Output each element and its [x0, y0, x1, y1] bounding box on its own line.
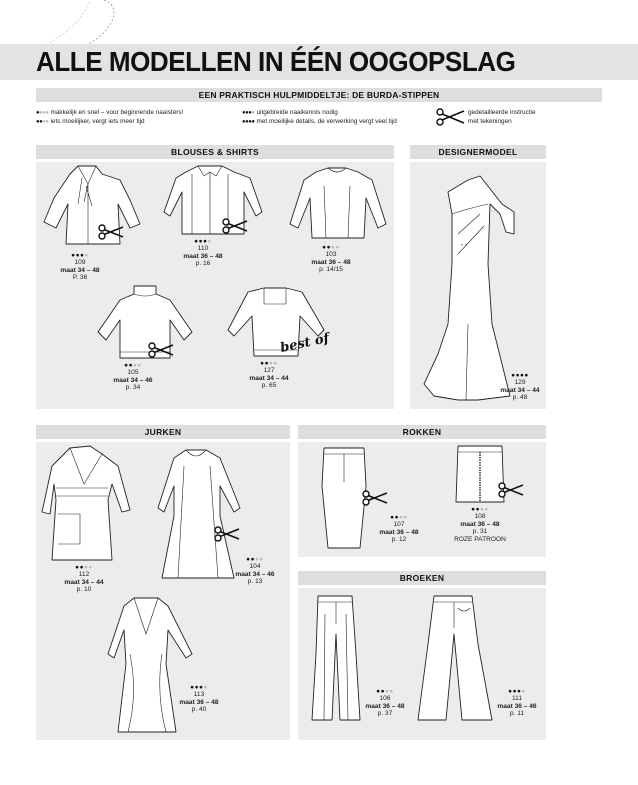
- difficulty-dots-icon: ●●●●: [322, 244, 340, 251]
- dots-4-icon: ●●●●: [242, 119, 255, 125]
- label-108: ●●●● 108 maat 36 – 48 p. 31 ROZE PATROON: [446, 506, 514, 543]
- difficulty-dots-icon: ●●●●: [508, 688, 526, 695]
- scissor-icon: [98, 224, 124, 240]
- label-127: ●●●● 127 maat 34 – 44 p. 65: [246, 360, 292, 390]
- scissor-icon: [498, 482, 524, 498]
- dots-2-icon: ●●●●: [36, 119, 49, 125]
- garment-106-drawing: [306, 594, 366, 724]
- garment-103-drawing: [286, 166, 390, 242]
- label-103: ●●●● 103 maat 36 – 48 p. 14/15: [306, 244, 356, 274]
- garment-110-drawing: [158, 162, 268, 238]
- garment-112-drawing: [40, 444, 134, 566]
- dots-1-icon: ●●●●: [36, 110, 49, 116]
- label-111: ●●●● 111 maat 36 – 46 p. 11: [494, 688, 540, 718]
- difficulty-dots-icon: ●●●●: [471, 506, 489, 513]
- garment-105-drawing: [94, 284, 198, 364]
- difficulty-dots-icon: ●●●●: [194, 238, 212, 245]
- scissor-icon: [148, 342, 174, 358]
- garment-111-drawing: [416, 594, 496, 724]
- label-112: ●●●● 112 maat 34 – 44 p. 10: [62, 564, 106, 594]
- legend-advanced: ●●●● uitgebreide naaikennis nodig: [242, 109, 338, 116]
- label-106: ●●●● 106 maat 36 – 48 p. 37: [362, 688, 408, 718]
- legend-medium: ●●●● iets moeilijker, vergt iets meer tijd: [36, 118, 145, 125]
- garment-109-drawing: [38, 164, 148, 254]
- label-107: ●●●● 107 maat 36 – 48 p. 12: [376, 514, 422, 544]
- page-subtitle: EEN PRAKTISCH HULPMIDDELTJE: DE BURDA-STIPPEN: [198, 90, 440, 100]
- difficulty-dots-icon: ●●●●: [71, 252, 89, 259]
- page-title: ALLE MODELLEN IN ÉÉN OOGOPSLAG: [36, 46, 516, 77]
- label-104: ●●●● 104 maat 34 – 46 p. 13: [232, 556, 278, 586]
- section-broeken: BROEKEN: [298, 571, 546, 585]
- scissor-icon: [222, 218, 248, 234]
- label-109: ●●●● 109 maat 34 – 48 P. 36: [58, 252, 102, 282]
- difficulty-dots-icon: ●●●●: [511, 372, 529, 379]
- difficulty-dots-icon: ●●●●: [376, 688, 394, 695]
- scissor-icon: [362, 490, 388, 506]
- dots-3-icon: ●●●●: [242, 110, 255, 116]
- section-blouses-shirts: BLOUSES & SHIRTS: [36, 145, 394, 159]
- label-110: ●●●● 110 maat 36 – 48 p. 16: [180, 238, 226, 268]
- scissor-icon: [436, 108, 466, 126]
- best-of-badge: best of: [278, 331, 331, 356]
- difficulty-dots-icon: ●●●●: [124, 362, 142, 369]
- difficulty-dots-icon: ●●●●: [75, 564, 93, 571]
- difficulty-dots-icon: ●●●●: [390, 514, 408, 521]
- label-113: ●●●● 113 maat 36 – 48 p. 40: [176, 684, 222, 714]
- label-105: ●●●● 105 maat 34 – 46 p. 34: [110, 362, 156, 392]
- difficulty-dots-icon: ●●●●: [260, 360, 278, 367]
- legend-expert: ●●●● met moeilijke details, de verwerking vergt veel tijd: [242, 118, 397, 125]
- difficulty-dots-icon: ●●●●: [190, 684, 208, 691]
- section-jurken: JURKEN: [36, 425, 290, 439]
- section-designermodel: DESIGNERMODEL: [410, 145, 546, 159]
- section-rokken: ROKKEN: [298, 425, 546, 439]
- garment-129-drawing: [418, 174, 524, 404]
- legend-instruction: gedetailleerde instructie met tekeningen: [468, 109, 536, 125]
- difficulty-dots-icon: ●●●●: [246, 556, 264, 563]
- garment-113-drawing: [104, 594, 196, 736]
- legend-easy: ●●●● makkelijk en snel – voor beginnende naaisters!: [36, 109, 184, 116]
- scissor-icon: [214, 526, 240, 542]
- label-129: ●●●● 129 maat 34 – 44 p. 48: [498, 372, 542, 402]
